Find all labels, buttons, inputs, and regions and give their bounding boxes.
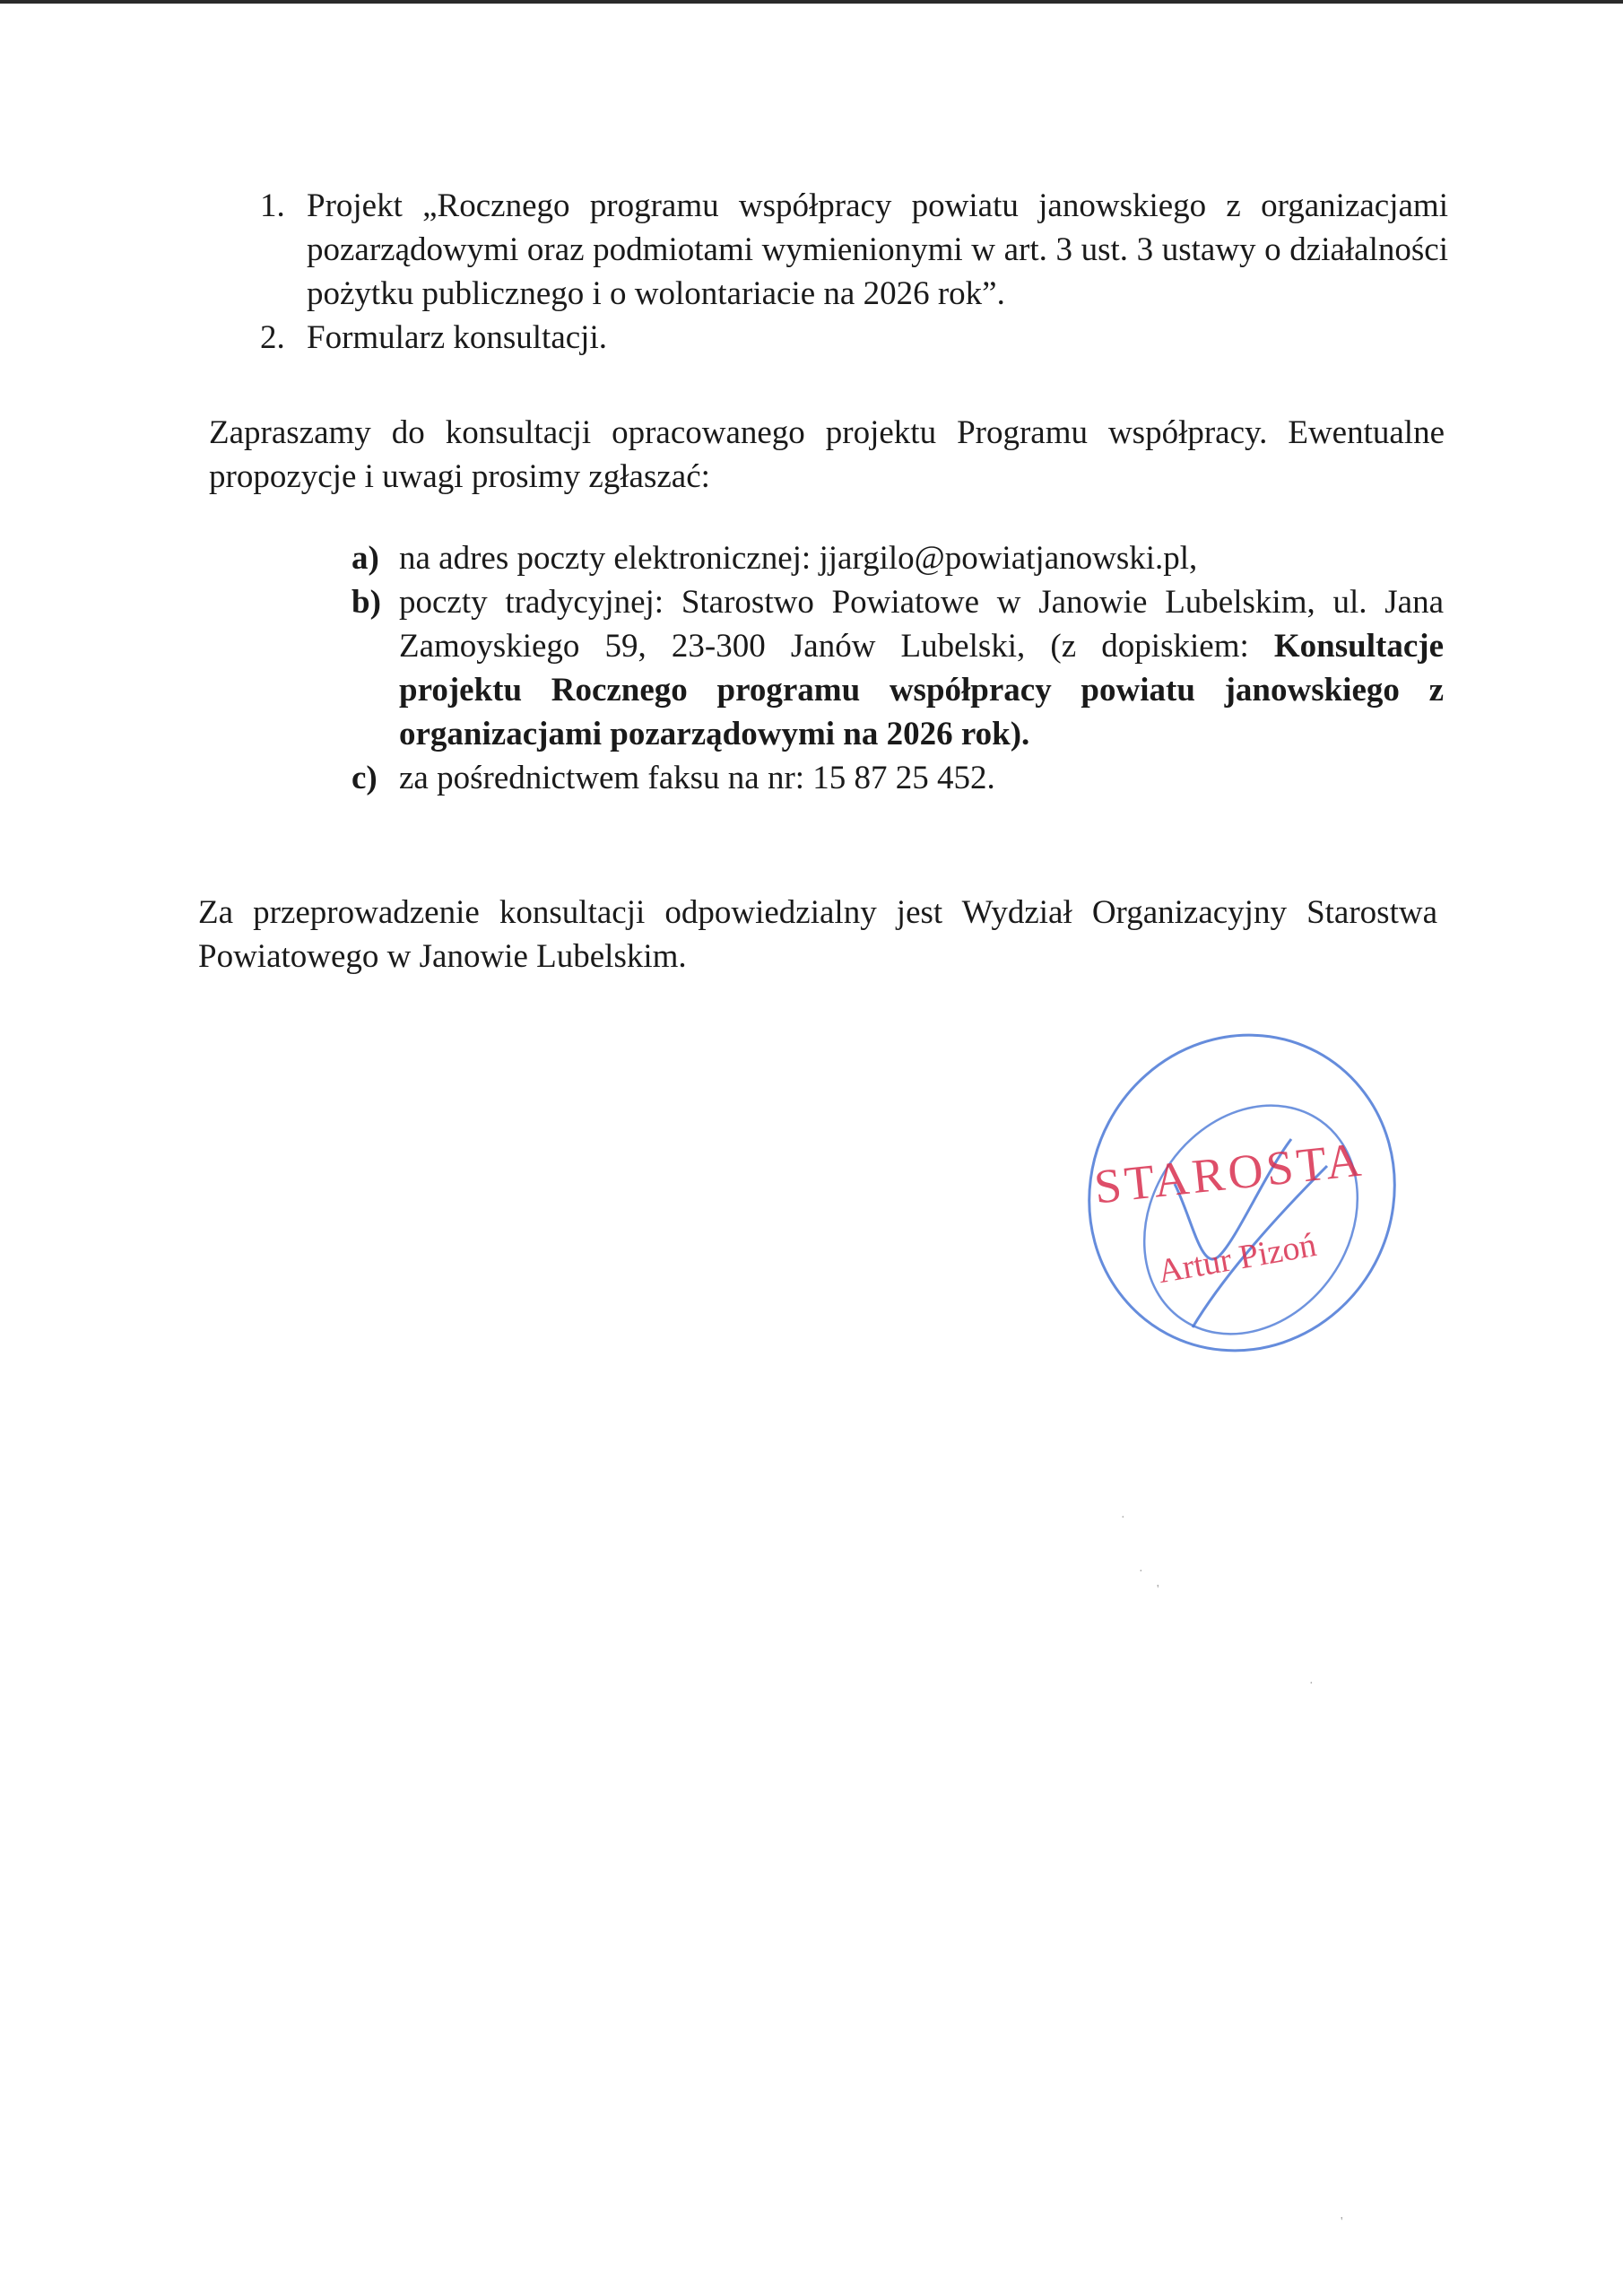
channel-post — [352, 580, 1444, 756]
invitation-paragraph: Zapraszamy do konsultacji opracowanego projektu Programu współpracy. Ewentualne propozycje i uwagi prosimy zgłaszać: — [209, 414, 1445, 495]
scan-speck: · — [1121, 1511, 1125, 1525]
scan-speck: ' — [1341, 2215, 1343, 2229]
list-marker: c) — [352, 760, 378, 796]
attachment-text: Projekt „Rocznego programu współpracy powiatu janowskiego z organizacjami pozarządowymi oraz podmiotami wymienionymi w art. 3 ust. 3 ustawy o działalności pożytku publicznego i o wolontariacie na 2026 rok”. — [307, 187, 1448, 312]
stamp-title: STAROSTA — [1091, 1132, 1367, 1214]
scan-speck: ' — [1157, 1583, 1159, 1596]
responsible-paragraph: Za przeprowadzenie konsultacji odpowiedzialny jest Wydział Organizacyjny Starostwa Powiatowego w Janowie Lubelskim. — [198, 894, 1437, 975]
scan-speck: · — [1309, 1677, 1314, 1691]
list-marker: b) — [352, 584, 381, 621]
list-marker: a) — [352, 540, 379, 577]
attachment-item-2 — [260, 316, 1448, 360]
attachment-item-1 — [260, 184, 1448, 316]
channel-email — [352, 536, 1444, 580]
list-marker: 1. — [260, 187, 285, 224]
submission-channels-list — [352, 536, 1444, 800]
attachments-list — [260, 184, 1448, 360]
channel-fax — [352, 756, 1444, 800]
scan-speck: · — [1139, 1565, 1143, 1578]
list-marker: 2. — [260, 319, 285, 356]
channel-text: za pośrednictwem faksu na nr: 15 87 25 452. — [399, 760, 995, 796]
channel-note-bold: Konsultacje projektu Rocznego programu współpracy powiatu janowskiego z organizacjami pozarządowymi na 2026 rok). — [399, 628, 1444, 752]
channel-text: poczty tradycyjnej: Starostwo Powiatowe w Janowie Lubelskim, ul. Jana Zamoyskiego 59, 23-300 Janów Lubelski, (z dopiskiem: — [399, 584, 1444, 665]
starosta-stamp-signature — [1058, 1013, 1399, 1363]
attachment-text: Formularz konsultacji. — [307, 319, 607, 356]
stamp-name: Artur Pizoń — [1155, 1225, 1320, 1292]
channel-text: na adres poczty elektronicznej: jjargilo@powiatjanowski.pl, — [399, 540, 1198, 577]
